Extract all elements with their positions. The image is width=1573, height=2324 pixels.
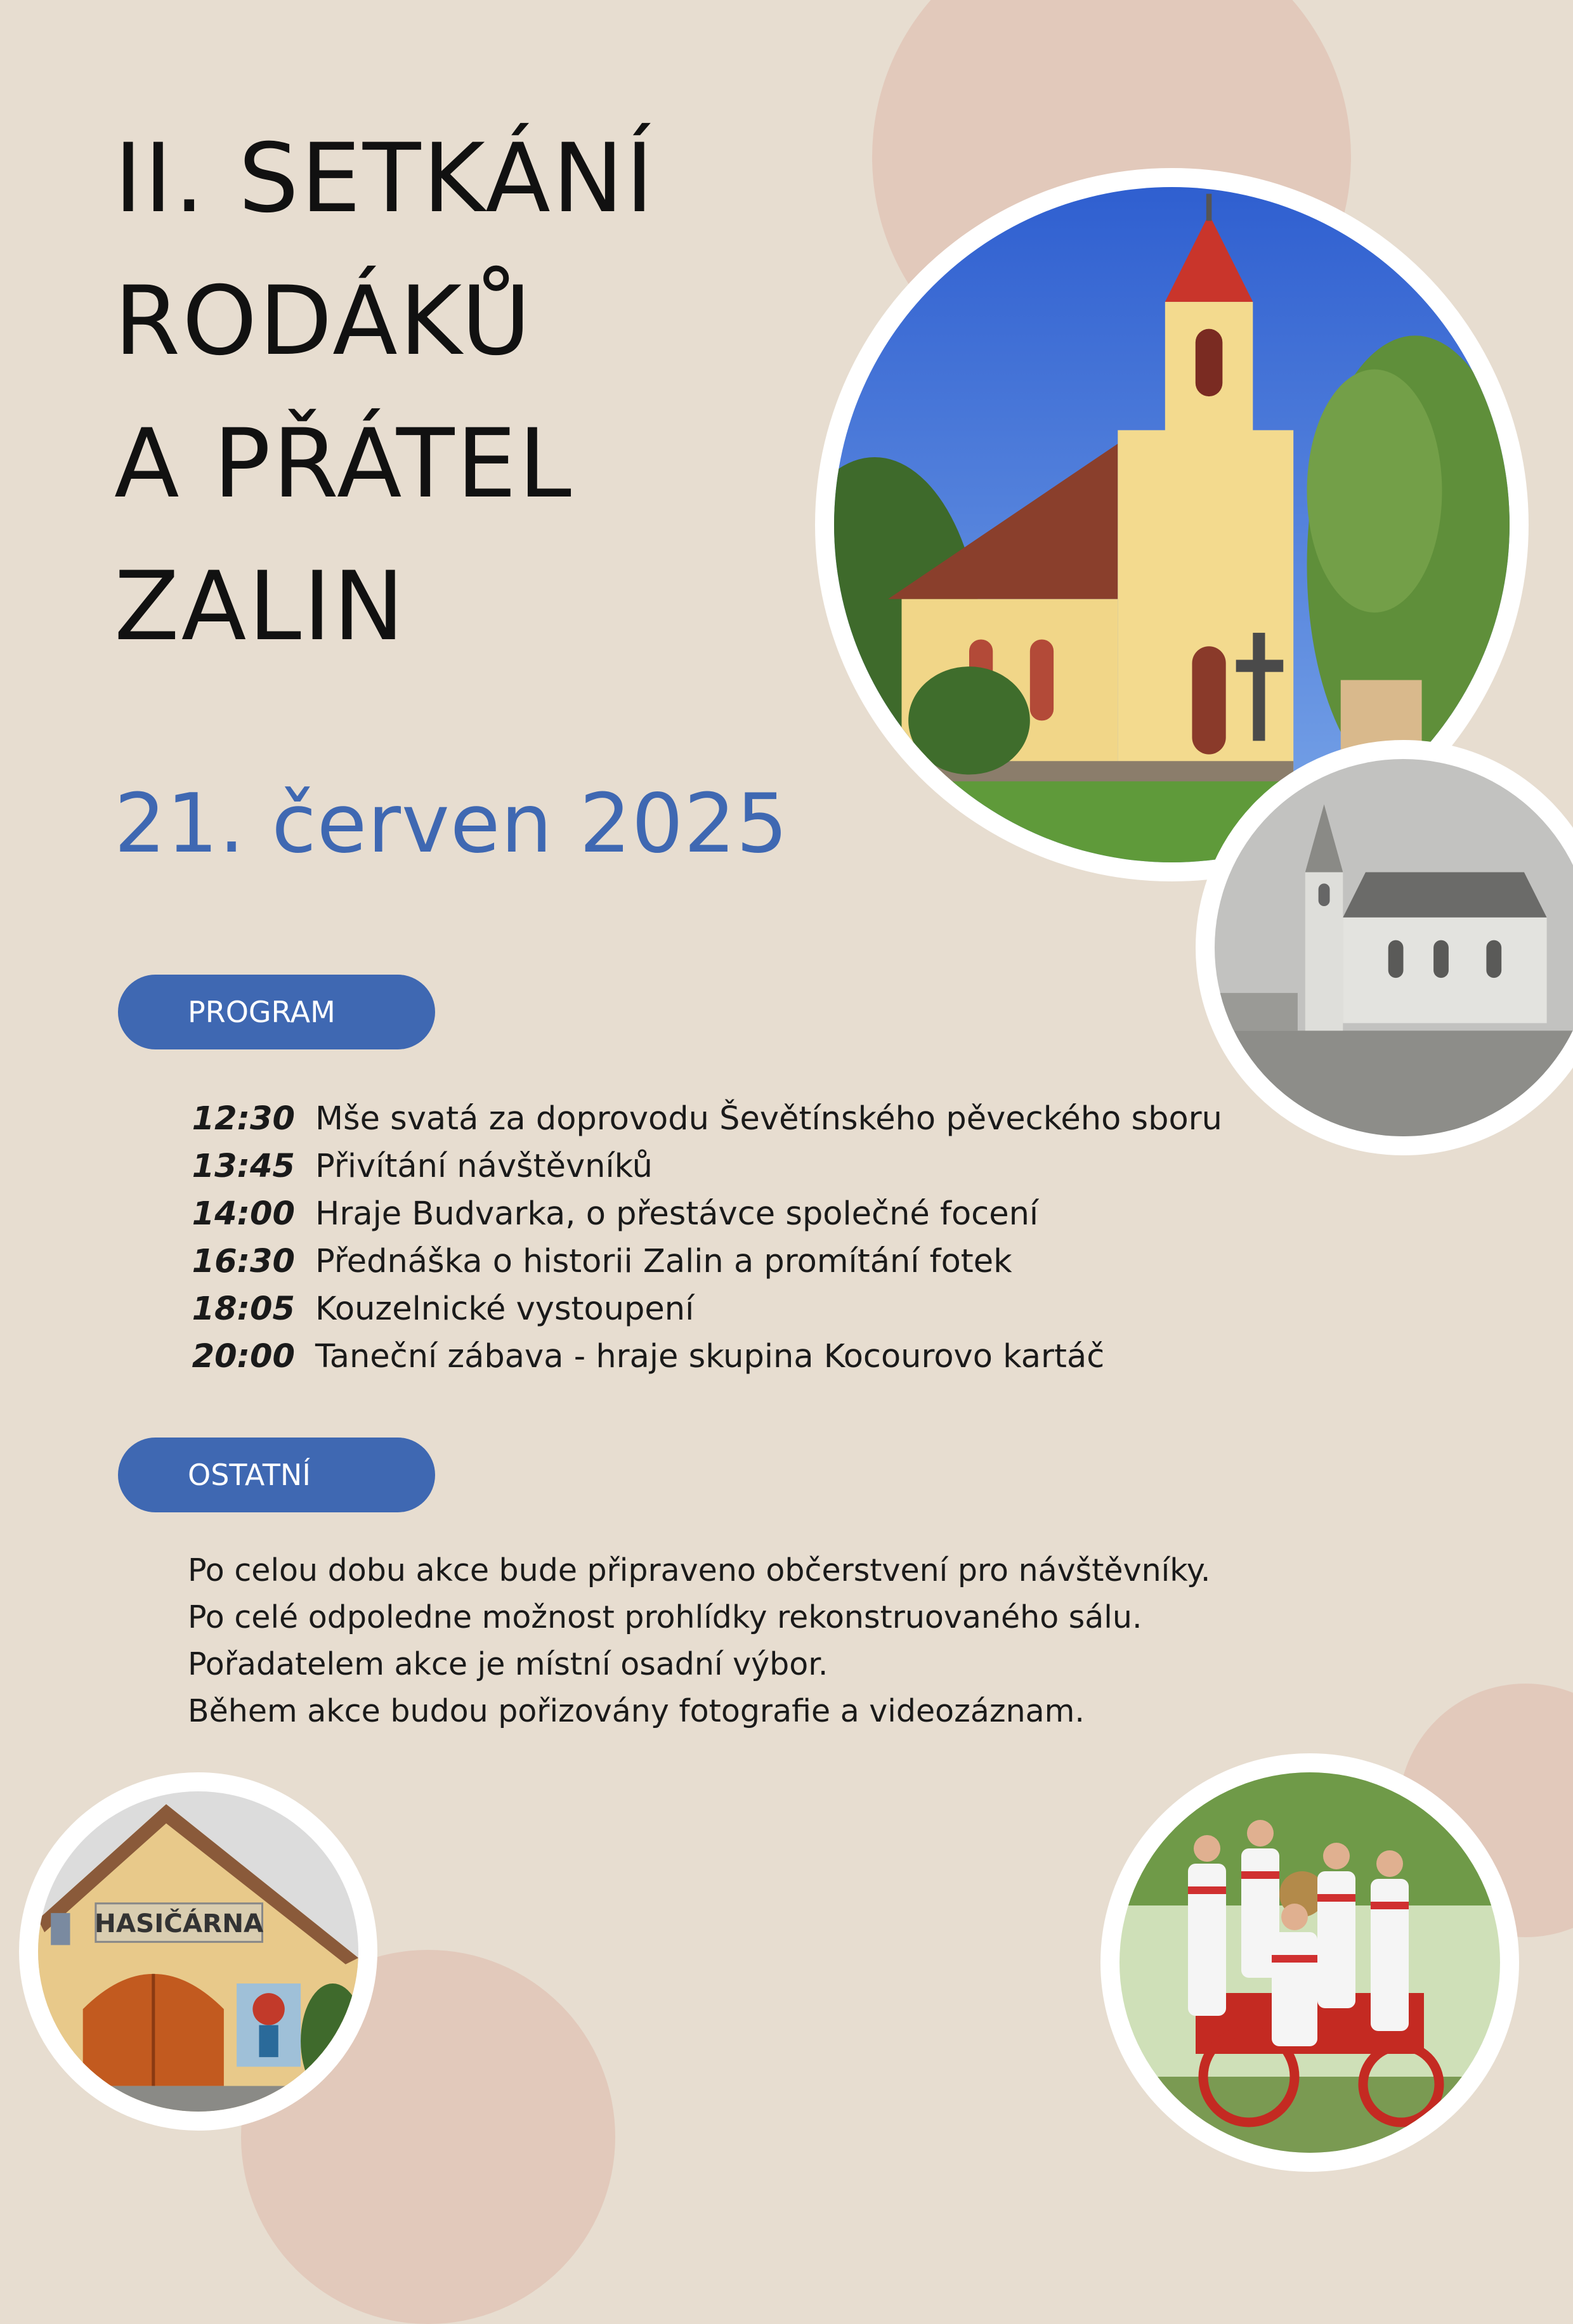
program-text: Kouzelnické vystoupení [315,1290,695,1328]
program-time: 13:45 [192,1148,295,1185]
program-label: PROGRAM [118,975,435,1049]
event-date: 21. červen 2025 [114,777,789,871]
note-line: Během akce budou pořizovány fotografie a videozáznam. [188,1693,1085,1729]
program-text: Taneční zábava - hraje skupina Kocourovo kartáč [315,1338,1105,1375]
note-line: Po celou dobu akce bude připraveno občerstvení pro návštěvníky. [188,1552,1211,1588]
title-line-1: II. SETKÁNÍ [114,124,656,234]
program-time: 18:05 [192,1290,295,1328]
program-text: Přednáška o historii Zalin a promítání fotek [315,1243,1012,1280]
note-line: Pořadatelem akce je místní osadní výbor. [188,1646,828,1682]
fire-station-sign: HASIČÁRNA [95,1908,264,1939]
firefighters-photo [1100,1753,1519,2172]
program-time: 16:30 [192,1243,295,1280]
program-item [184,1190,1222,1238]
program-item [184,1238,1222,1285]
program-item [184,1285,1222,1333]
other-label: OSTATNÍ [118,1438,435,1512]
title-line-3: A PŘÁTEL [114,409,573,519]
program-time: 20:00 [192,1338,295,1375]
program-time: 14:00 [192,1195,295,1233]
program-item [184,1095,1222,1143]
note-line: Po celé odpoledne možnost prohlídky rekonstruovaného sálu. [188,1599,1142,1635]
fire-station-photo [19,1772,377,2131]
program-text: Mše svatá za doprovodu Ševětínského pěveckého sboru [315,1100,1222,1138]
program-item [184,1333,1222,1380]
page-title [114,108,655,678]
program-list [184,1095,1222,1380]
title-line-2: RODÁKŮ [114,266,533,377]
program-text: Hraje Budvarka, o přestávce společné focení [315,1195,1039,1233]
title-line-4: ZALIN [114,552,407,662]
program-text: Přivítání návštěvníků [315,1148,653,1185]
program-time: 12:30 [192,1100,295,1138]
program-item [184,1143,1222,1190]
other-notes [188,1547,1210,1735]
